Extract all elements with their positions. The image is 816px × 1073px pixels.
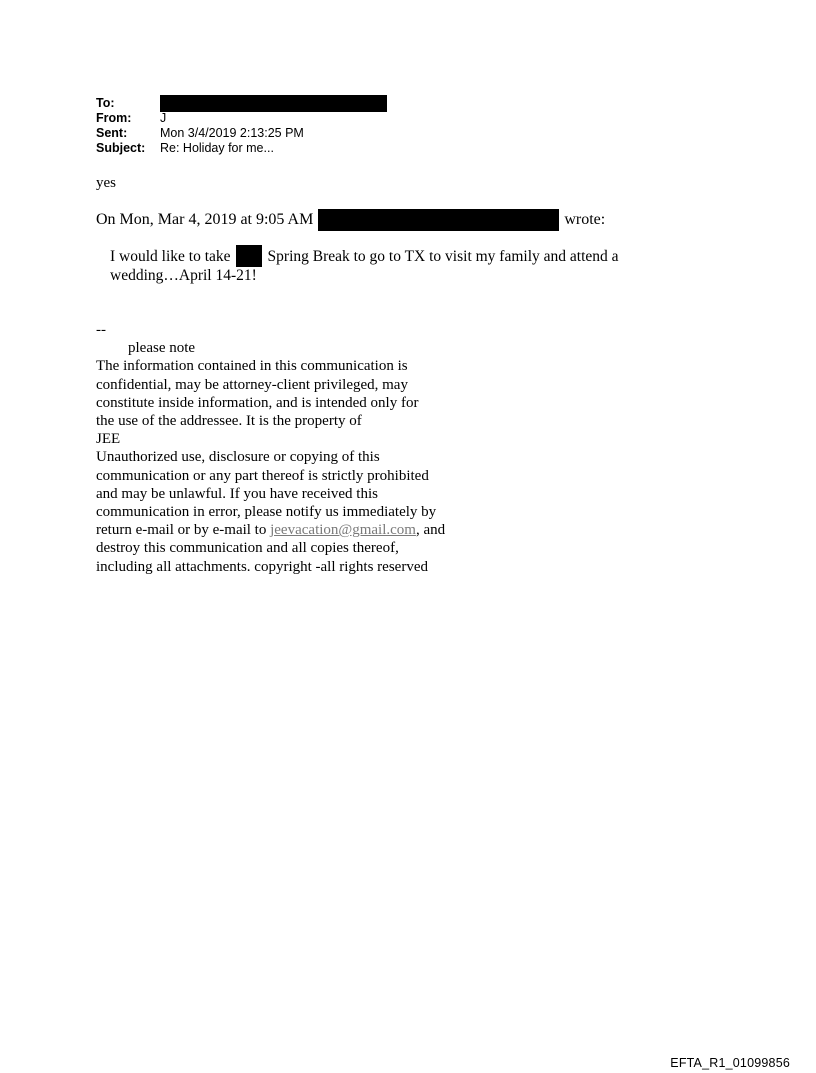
from-value: J xyxy=(160,111,167,125)
disclaimer-email-line xyxy=(96,521,445,539)
quoted-line-1 xyxy=(110,246,619,266)
disclaimer-line: confidential, may be attorney-client privileged, may xyxy=(96,376,408,393)
disclaimer-line: the use of the addressee. It is the property of xyxy=(96,413,362,430)
email-prefix: return e-mail or by e-mail to xyxy=(96,522,267,539)
signature-block xyxy=(96,321,445,576)
sent-value: Mon 3/4/2019 2:13:25 PM xyxy=(160,126,304,140)
subject-label: Subject: xyxy=(96,141,146,155)
disclaimer-line: communication in error, please notify us immediately by xyxy=(96,504,437,521)
to-label: To: xyxy=(96,96,115,110)
subject-value: Re: Holiday for me... xyxy=(160,141,274,155)
name-redaction xyxy=(236,245,262,267)
disclaimer-line: destroy this communication and all copies thereof, xyxy=(96,540,399,557)
please-note: please note xyxy=(128,340,196,357)
from-row xyxy=(96,111,387,126)
quote-intro-after: wrote: xyxy=(564,211,606,228)
disclaimer-line: Unauthorized use, disclosure or copying of this xyxy=(96,449,380,466)
sent-row xyxy=(96,126,387,141)
sent-label: Sent: xyxy=(96,126,128,140)
quoted-line-1-after: Spring Break to go to TX to visit my family and attend a xyxy=(267,247,619,265)
signature-dashes: -- xyxy=(96,322,106,338)
from-label: From: xyxy=(96,111,132,125)
disclaimer-line: and may be unlawful. If you have received this xyxy=(96,485,378,502)
disclaimer-line: including all attachments. copyright -all rights reserved xyxy=(96,558,428,575)
disclaimer-line: JEE xyxy=(96,431,121,448)
quoted-line-1-before: I would like to take xyxy=(110,247,231,265)
email-link[interactable]: jeevacation@gmail.com xyxy=(270,522,416,539)
quoted-line-2: wedding…April 14-21! xyxy=(110,267,257,284)
email-header xyxy=(96,96,387,156)
quote-intro xyxy=(96,209,605,231)
to-row xyxy=(96,96,387,111)
disclaimer-line: The information contained in this communication is xyxy=(96,358,408,375)
reply-text: yes xyxy=(96,175,116,191)
quoted-message xyxy=(110,246,619,286)
document-id: EFTA_R1_01099856 xyxy=(670,1056,790,1070)
disclaimer-line: constitute inside information, and is intended only for xyxy=(96,394,419,411)
to-redaction xyxy=(160,95,387,112)
disclaimer-line: communication or any part thereof is strictly prohibited xyxy=(96,467,429,484)
email-suffix: , and xyxy=(415,522,446,539)
quote-intro-before: On Mon, Mar 4, 2019 at 9:05 AM xyxy=(96,211,314,228)
subject-row xyxy=(96,141,387,156)
sender-redaction xyxy=(318,209,559,231)
